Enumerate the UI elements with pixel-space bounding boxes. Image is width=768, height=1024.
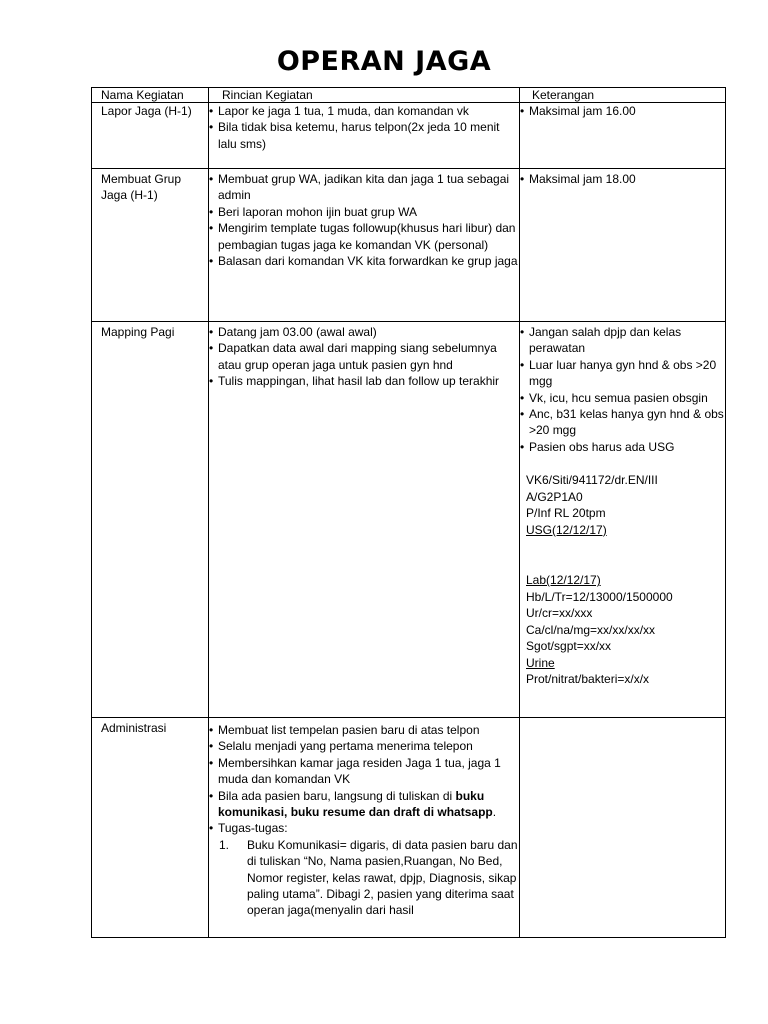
detail-text: . xyxy=(492,805,497,820)
example-line: Urine xyxy=(526,655,555,670)
example-line: USG(12/12/17) xyxy=(526,522,607,537)
list-item: • Maksimal jam 16.00 xyxy=(520,103,725,119)
task-item xyxy=(219,837,519,919)
row-notes xyxy=(520,103,726,169)
row-name: Membuat Grup Jaga (H-1) xyxy=(92,169,209,322)
row-notes xyxy=(520,718,726,938)
list-item: • Lapor ke jaga 1 tua, 1 muda, dan komandan vk xyxy=(209,103,519,119)
detail-bold-text: buku komunikasi, buku resume dan draft di whatsapp xyxy=(218,788,493,820)
example-line: Sgot/sgpt=xx/xx xyxy=(526,639,612,654)
list-item: • Bila tidak bisa ketemu, harus telpon(2x jeda 10 menit lalu sms) xyxy=(209,119,519,152)
row-details xyxy=(209,322,520,718)
header-keterangan: Keterangan xyxy=(520,88,726,103)
table-row xyxy=(92,718,726,938)
list-item: • Luar luar hanya gyn hnd & obs >20 mgg xyxy=(520,357,725,390)
page-title: OPERAN JAGA xyxy=(276,46,492,77)
list-item: • Balasan dari komandan VK kita forwardkan ke grup jaga xyxy=(209,253,519,269)
mapping-example-patient xyxy=(520,472,725,538)
row-name: Mapping Pagi xyxy=(92,322,209,718)
table-row xyxy=(92,103,726,169)
mapping-example-lab xyxy=(520,572,725,688)
list-item: • Dapatkan data awal dari mapping siang sebelumnya atau grup operan jaga untuk pasien gyn hnd xyxy=(209,340,519,373)
row-notes xyxy=(520,322,726,718)
list-item: • Tulis mappingan, lihat hasil lab dan follow up terakhir xyxy=(209,373,519,389)
row-name: Administrasi xyxy=(92,718,209,938)
list-item: • Beri laporan mohon ijin buat grup WA xyxy=(209,204,519,220)
task-text: Buku Komunikasi= digaris, di data pasien baru dan di tuliskan “No, Nama pasien,Ruangan, No Bed, Nomor register, kelas rawat, dpjp, Diagnosis, sikap paling utama”. Dibagi 2, pasien yang diterima saat operan jaga(menyalin dari hasil xyxy=(247,837,518,918)
row-details xyxy=(209,718,520,938)
list-item: • Maksimal jam 18.00 xyxy=(520,171,725,187)
list-item: • Jangan salah dpjp dan kelas perawatan xyxy=(520,324,725,357)
list-item: • Mengirim template tugas followup(khusus hari libur) dan pembagian tugas jaga ke komandan VK (personal) xyxy=(209,220,519,253)
list-item: • Membuat grup WA, jadikan kita dan jaga 1 tua sebagai admin xyxy=(209,171,519,204)
row-details xyxy=(209,169,520,322)
example-line: Lab(12/12/17) xyxy=(526,573,601,588)
list-item: • Pasien obs harus ada USG xyxy=(520,439,725,455)
task-list xyxy=(209,837,519,919)
list-item: • Selalu menjadi yang pertama menerima telepon xyxy=(209,738,519,754)
list-item: • Membersihkan kamar jaga residen Jaga 1 tua, jaga 1 muda dan komandan VK xyxy=(209,755,519,788)
example-line: P/Inf RL 20tpm xyxy=(526,506,606,521)
table-row xyxy=(92,169,726,322)
detail-text: Bila ada pasien baru, langsung di tuliskan di xyxy=(218,788,456,803)
list-item: • Membuat list tempelan pasien baru di atas telpon xyxy=(209,722,519,738)
operan-table-final xyxy=(91,87,726,938)
list-item: • Tugas-tugas: xyxy=(209,820,519,836)
row-notes xyxy=(520,169,726,322)
header-row xyxy=(92,88,726,103)
example-line: Hb/L/Tr=12/13000/1500000 xyxy=(526,589,673,604)
example-line: Prot/nitrat/bakteri=x/x/x xyxy=(526,672,650,687)
header-nama-kegiatan: Nama Kegiatan xyxy=(92,88,209,103)
list-item: • Anc, b31 kelas hanya gyn hnd & obs >20 mgg xyxy=(520,406,725,439)
example-line: Ca/cl/na/mg=xx/xx/xx/xx xyxy=(526,622,656,637)
example-line: Ur/cr=xx/xxx xyxy=(526,606,593,621)
row-details xyxy=(209,103,520,169)
task-number: 1. xyxy=(219,837,230,852)
table-row xyxy=(92,322,726,718)
row-name: Lapor Jaga (H-1) xyxy=(92,103,209,169)
header-rincian-kegiatan: Rincian Kegiatan xyxy=(209,88,520,103)
list-item: • Datang jam 03.00 (awal awal) xyxy=(209,324,519,340)
example-line: A/G2P1A0 xyxy=(526,489,583,504)
list-item: • Vk, icu, hcu semua pasien obsgin xyxy=(520,390,725,406)
list-item xyxy=(209,788,519,821)
example-line: VK6/Siti/941172/dr.EN/III xyxy=(526,473,658,488)
